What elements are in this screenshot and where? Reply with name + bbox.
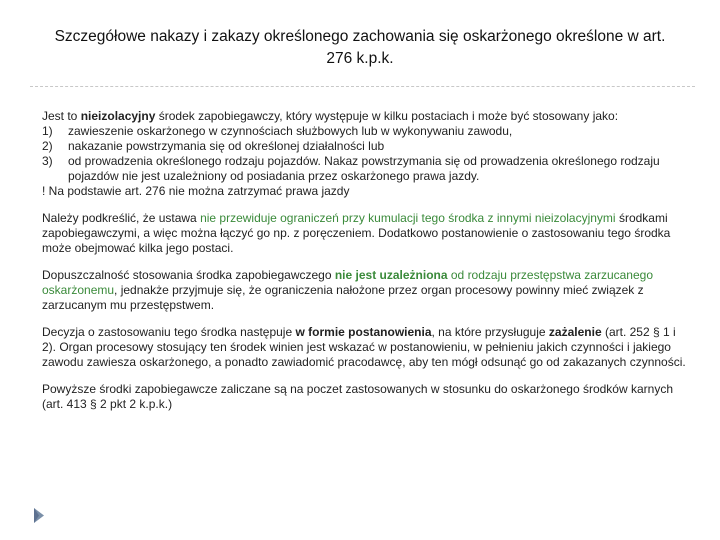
text-run: Decyzja o zastosowaniu tego środka następuje bbox=[42, 325, 296, 339]
list-text: od prowadzenia określonego rodzaju pojazdów. Nakaz powstrzymania się od prowadzenia określonego rodzaju pojazdów nie jest uzależniony od posiadania przez oskarżonego prawa jazdy. bbox=[68, 154, 660, 183]
list-text: nakazanie powstrzymania się od określonej działalności lub bbox=[68, 139, 385, 153]
note-text: ! Na podstawie art. 276 nie można zatrzymać prawa jazdy bbox=[42, 184, 350, 198]
title-divider bbox=[30, 86, 695, 87]
list-number: 1) bbox=[42, 124, 53, 138]
list-item bbox=[42, 154, 692, 184]
text-run: środkami zapobiegawczymi, a więc można łączyć go np. z poręczeniem. Dodatkowo postanowienie o zastosowaniu tego środka może obejmować kilka jego postaci. bbox=[42, 211, 671, 255]
slide-title: Szczegółowe nakazy i zakazy określonego zachowania się oskarżonego określone w art. 276 k.p.k. bbox=[54, 28, 666, 67]
paragraph-zaliczenie bbox=[42, 382, 692, 412]
list-item bbox=[42, 124, 692, 139]
next-arrow-icon[interactable] bbox=[33, 507, 45, 524]
text-run: , na które przysługuje bbox=[431, 325, 549, 339]
list-number: 2) bbox=[42, 139, 53, 153]
list-item bbox=[42, 139, 692, 154]
bold-term: w formie postanowienia bbox=[295, 325, 432, 339]
text-run: (art. 252 § 1 i 2). Organ procesowy stosujący ten środek winien jest wskazać w postanowieniu, w pełnieniu jakich czynności i jakiego zawodu zawiesza oskarżonego, a ponadto zawiadomić pracodawcę, aby ten mógł odsunąć go od zakazanych czynności. bbox=[42, 325, 686, 369]
bold-term: nieizolacyjny bbox=[80, 109, 156, 123]
paragraph-kumulacja bbox=[42, 211, 692, 256]
text-run: Powyższe środki zapobiegawcze zaliczane są na poczet zastosowanych w stosunku do oskarżonego środków karnych (art. 413 § 2 pkt 2 k.p.k.) bbox=[42, 382, 673, 411]
text-run: środek zapobiegawczy, który występuje w kilku postaciach i może być stosowany jako: bbox=[155, 109, 619, 123]
list-text: zawieszenie oskarżonego w czynnościach służbowych lub w wykonywaniu zawodu, bbox=[68, 124, 513, 138]
paragraph-nieizolacyjny bbox=[42, 109, 692, 199]
slide-content bbox=[42, 109, 692, 424]
text-run: Należy podkreślić, że ustawa bbox=[42, 211, 201, 225]
intro-text bbox=[42, 109, 692, 124]
highlight-text: od rodzaju przestępstwa zarzucanego oskarżonemu bbox=[42, 268, 653, 297]
text-run: Dopuszczalność stosowania środka zapobiegawczego bbox=[42, 268, 335, 282]
highlight-text: nie przewiduje ograniczeń przy kumulacji tego środka z innymi nieizolacyjnymi bbox=[200, 211, 616, 225]
paragraph-decyzja bbox=[42, 325, 692, 370]
text-run: , jednakże przyjmuje się, że ograniczenia nałożone przez organ procesowy powinny mieć związek z zarzucanym mu przestępstwem. bbox=[42, 283, 644, 312]
paragraph-dopuszczalnosc bbox=[42, 268, 692, 313]
text-run: Jest to bbox=[42, 109, 81, 123]
bold-term: zażalenie bbox=[548, 325, 602, 339]
list-number: 3) bbox=[42, 154, 53, 168]
highlight-bold-text: nie jest uzależniona bbox=[334, 268, 448, 282]
